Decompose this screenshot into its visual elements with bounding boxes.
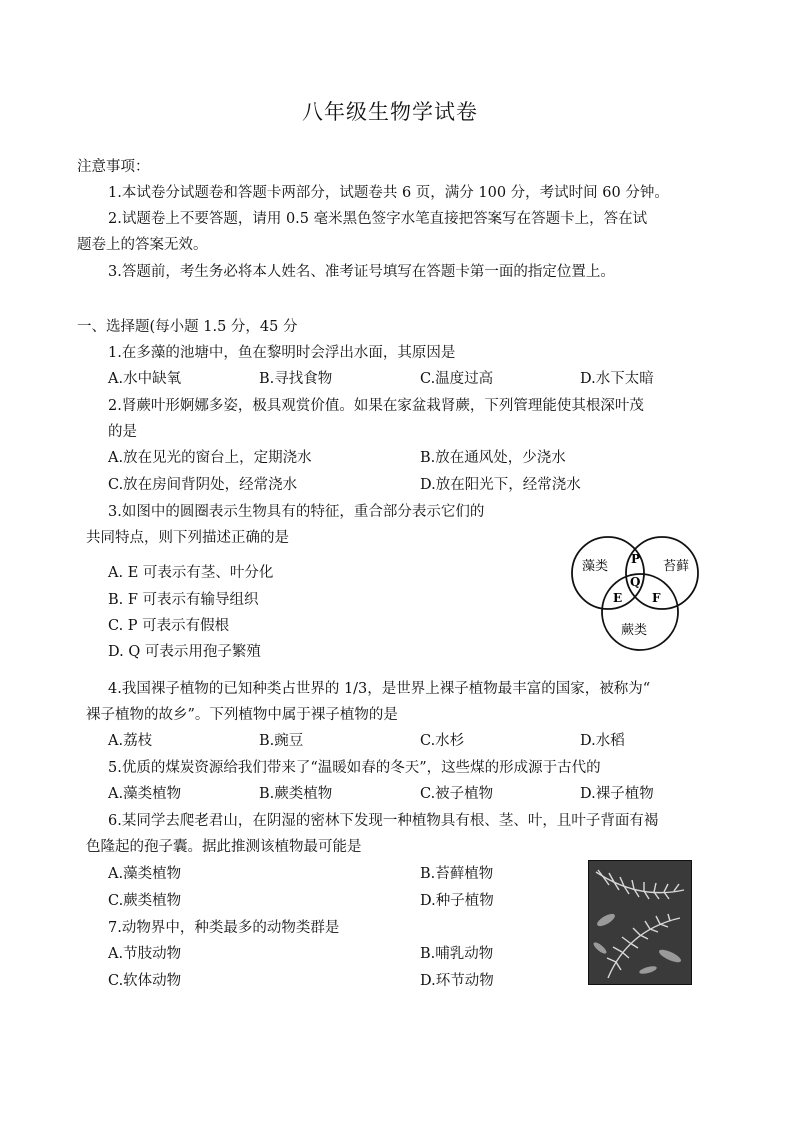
q5-option-c: C.被子植物 xyxy=(420,786,494,802)
label-q: Q xyxy=(630,575,641,589)
q3-option-d: D. Q 可表示用孢子繁殖 xyxy=(108,644,261,660)
q7-option-a: A.节肢动物 xyxy=(108,946,182,962)
notice-item-1: 1.本试卷分试题卷和答题卡两部分，试题卷共 6 页，满分 100 分，考试时间 60 分钟。 xyxy=(108,185,669,201)
q3-option-a: A. E 可表示有茎、叶分化 xyxy=(108,565,274,581)
q7-option-b: B.哺乳动物 xyxy=(420,946,494,962)
q2-option-a: A.放在见光的窗台上，定期浇水 xyxy=(108,450,312,466)
q6-stem-a: 6.某同学去爬老君山，在阴湿的密林下发现一种植物具有根、茎、叶，且叶子背面有褐 xyxy=(108,813,659,829)
q6-option-d: D.种子植物 xyxy=(420,893,494,909)
q5-stem: 5.优质的煤炭资源给我们带来了“温暖如春的冬天”，这些煤的形成源于古代的 xyxy=(108,760,601,776)
label-f: F xyxy=(652,591,661,605)
q4-stem-a: 4.我国裸子植物的已知种类占世界的 1/3，是世界上裸子植物最丰富的国家，被称为“ xyxy=(108,681,651,697)
q3-stem-a: 3.如图中的圆圈表示生物具有的特征，重合部分表示它们的 xyxy=(108,504,485,520)
notice-heading: 注意事项： xyxy=(77,159,150,175)
q5-option-d: D.裸子植物 xyxy=(580,786,654,802)
q1-stem: 1.在多藻的池塘中，鱼在黎明时会浮出水面，其原因是 xyxy=(108,345,456,361)
q1-option-d: D.水下太暗 xyxy=(580,371,654,387)
q4-option-a: A.荔枝 xyxy=(108,733,153,749)
q2-stem-b: 的是 xyxy=(108,424,137,440)
label-moss: 苔藓 xyxy=(663,559,690,574)
q2-option-c: C.放在房间背阴处，经常浇水 xyxy=(108,477,298,493)
q4-option-b: B.豌豆 xyxy=(259,733,304,749)
q5-option-a: A.藻类植物 xyxy=(108,786,182,802)
label-e: E xyxy=(613,591,623,605)
label-p: P xyxy=(631,552,641,566)
q3-option-c: C. P 可表示有假根 xyxy=(108,618,230,634)
q6-option-a: A.藻类植物 xyxy=(108,866,182,882)
label-fern: 蕨类 xyxy=(621,623,648,638)
label-algae: 藻类 xyxy=(582,559,609,574)
q5-option-b: B.蕨类植物 xyxy=(259,786,333,802)
q1-option-a: A.水中缺氧 xyxy=(108,371,182,387)
fern-photo xyxy=(588,860,692,985)
q1-option-c: C.温度过高 xyxy=(420,371,494,387)
q1-option-b: B.寻找食物 xyxy=(259,371,333,387)
notice-item-3: 3.答题前，考生务必将本人姓名、准考证号填写在答题卡第一面的指定位置上。 xyxy=(108,264,615,280)
q4-option-c: C.水杉 xyxy=(420,733,465,749)
q2-stem-a: 2.肾蕨叶形婀娜多姿，极具观赏价值。如果在家盆栽肾蕨，下列管理能使其根深叶茂 xyxy=(108,398,644,414)
q2-option-b: B.放在通风处，少浇水 xyxy=(420,450,566,466)
q2-option-d: D.放在阳光下，经常浇水 xyxy=(420,477,581,493)
q7-stem: 7.动物界中，种类最多的动物类群是 xyxy=(108,920,340,936)
q7-option-c: C.软体动物 xyxy=(108,973,182,989)
q4-option-d: D.水稻 xyxy=(580,733,625,749)
notice-item-2b: 题卷上的答案无效。 xyxy=(77,237,208,253)
q7-option-d: D.环节动物 xyxy=(420,973,494,989)
venn-diagram xyxy=(565,530,715,655)
q3-option-b: B. F 可表示有输导组织 xyxy=(108,592,259,608)
section-heading: 一、选择题(每小题 1.5 分，45 分 xyxy=(77,319,298,335)
q6-option-b: B.苔藓植物 xyxy=(420,866,494,882)
page-title: 八年级生物学试卷 xyxy=(302,100,478,124)
notice-item-2a: 2.试题卷上不要答题，请用 0.5 毫米黑色签字水笔直接把答案写在答题卡上，答在试 xyxy=(108,211,648,227)
q4-stem-b: 裸子植物的故乡”。下列植物中属于裸子植物的是 xyxy=(86,707,398,723)
q6-option-c: C.蕨类植物 xyxy=(108,893,182,909)
q3-stem-b: 共同特点，则下列描述正确的是 xyxy=(86,530,289,546)
q6-stem-b: 色隆起的孢子囊。据此推测该植物最可能是 xyxy=(86,839,362,855)
